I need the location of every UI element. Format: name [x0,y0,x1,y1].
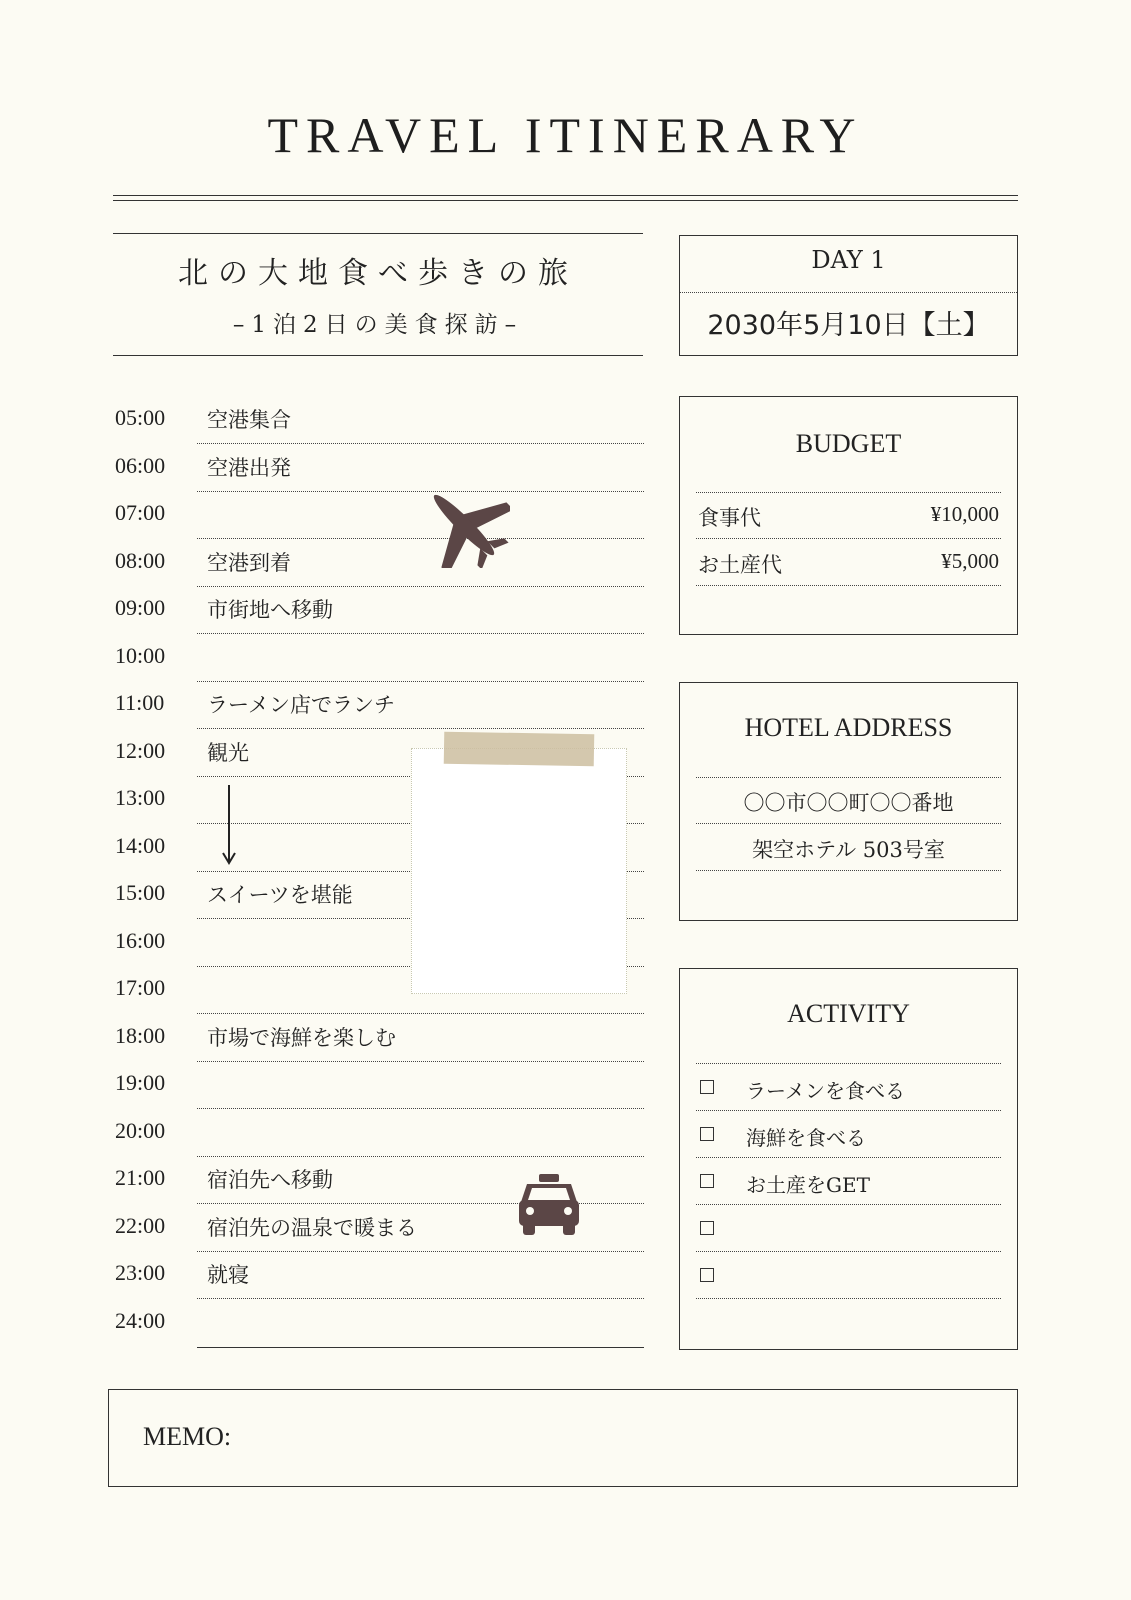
schedule-time: 21:00 [115,1165,166,1190]
title-rule-top [113,233,643,234]
memo-box[interactable] [108,1389,1018,1487]
schedule-row-divider [197,633,644,634]
schedule-event[interactable]: 空港出発 [207,455,291,480]
schedule-bottom-rule [197,1347,644,1348]
activity-box [679,968,1018,1350]
schedule-event[interactable]: 就寝 [207,1263,249,1287]
schedule-event[interactable]: 市街地へ移動 [207,598,333,622]
schedule-time: 07:00 [115,500,166,525]
activity-item-label: 海鮮を食べる [746,1126,866,1150]
hotel-address-line: 〇〇市〇〇町〇〇番地 [743,791,954,815]
day-divider [680,292,1017,293]
schedule-time: 06:00 [115,452,166,478]
schedule-time: 09:00 [115,595,166,620]
schedule-time: 14:00 [115,832,166,858]
schedule-event[interactable]: 市場で海鮮を楽しむ [207,1025,396,1050]
budget-rule [696,492,1001,493]
budget-label: 食事代 [698,506,761,530]
schedule-time: 22:00 [115,1212,166,1238]
activity-item-label: ラーメンを食べる [746,1079,905,1103]
schedule-event[interactable]: 観光 [207,740,249,765]
schedule-row-divider [197,586,644,587]
budget-amount: ¥10,000 [930,502,999,526]
arrow-down-icon [219,785,239,867]
schedule-event[interactable]: スイーツを堪能 [207,883,353,907]
hotel-rule [696,823,1001,824]
title-rule-bottom [113,355,643,356]
schedule-event[interactable]: 宿泊先へ移動 [207,1168,333,1192]
masking-tape [444,732,595,767]
schedule-event[interactable]: 宿泊先の温泉で暖まる [207,1215,417,1240]
budget-box [679,396,1018,635]
activity-rule [696,1204,1001,1205]
activity-rule [696,1063,1001,1064]
day-date: 2030年5月10日【土】 [707,310,990,341]
schedule-time: 12:00 [115,737,166,763]
hotel-title: HOTEL ADDRESS [744,713,953,742]
activity-rule [696,1157,1001,1158]
hotel-address-line: 架空ホテル 503号室 [752,838,945,862]
schedule-event[interactable]: 空港到着 [207,550,291,575]
airplane-icon [418,482,510,568]
schedule-row-divider [197,1251,644,1252]
schedule-time: 18:00 [115,1022,166,1048]
schedule-time: 10:00 [115,642,166,668]
schedule-time: 19:00 [115,1070,166,1095]
activity-checkbox[interactable] [700,1268,714,1282]
budget-label: お土産代 [698,553,782,577]
schedule-time: 05:00 [115,405,166,430]
activity-rule [696,1298,1001,1299]
schedule-time: 15:00 [115,880,166,905]
schedule-time: 17:00 [115,975,166,1000]
activity-rule [696,1110,1001,1111]
memo-label: MEMO: [143,1422,232,1451]
schedule-event[interactable]: 空港集合 [207,408,291,432]
schedule-time: 20:00 [115,1117,166,1143]
schedule-time: 16:00 [115,927,166,953]
budget-title: BUDGET [795,429,902,458]
trip-subtitle: –1泊2日の美食探訪– [232,312,524,338]
budget-amount: ¥5,000 [941,549,999,573]
schedule-row-divider [197,1108,644,1109]
trip-title: 北の大地食べ歩きの旅 [178,256,578,291]
activity-checkbox[interactable] [700,1221,714,1235]
schedule-row-divider [197,1013,644,1014]
budget-rule [696,538,1001,539]
activity-checkbox[interactable] [700,1080,714,1094]
day-box [679,235,1018,356]
schedule-time: 11:00 [115,690,165,715]
activity-item-label: お土産をGET [746,1173,870,1197]
schedule-time: 23:00 [115,1260,166,1285]
activity-rule [696,1251,1001,1252]
schedule-time: 24:00 [115,1307,166,1333]
activity-title: ACTIVITY [787,999,910,1028]
activity-checkbox[interactable] [700,1127,714,1141]
header-rule-bottom [113,200,1018,201]
page-title: TRAVEL ITINERARY [267,107,864,163]
schedule-time: 13:00 [115,785,166,810]
schedule-row-divider [197,1061,644,1062]
schedule-row-divider [197,728,644,729]
day-label: DAY 1 [811,246,886,274]
activity-checkbox[interactable] [700,1174,714,1188]
hotel-box [679,682,1018,921]
taxi-icon [517,1174,581,1236]
schedule-event[interactable]: ラーメン店でランチ [207,693,395,717]
hotel-rule [696,870,1001,871]
schedule-row-divider [197,681,644,682]
schedule-row-divider [197,443,644,444]
header-rule-top [113,195,1018,196]
schedule-row-divider [197,1156,644,1157]
schedule-row-divider [197,1298,644,1299]
hotel-rule [696,777,1001,778]
budget-rule [696,585,1001,586]
photo-placeholder[interactable] [411,748,627,994]
schedule-time: 08:00 [115,547,166,573]
